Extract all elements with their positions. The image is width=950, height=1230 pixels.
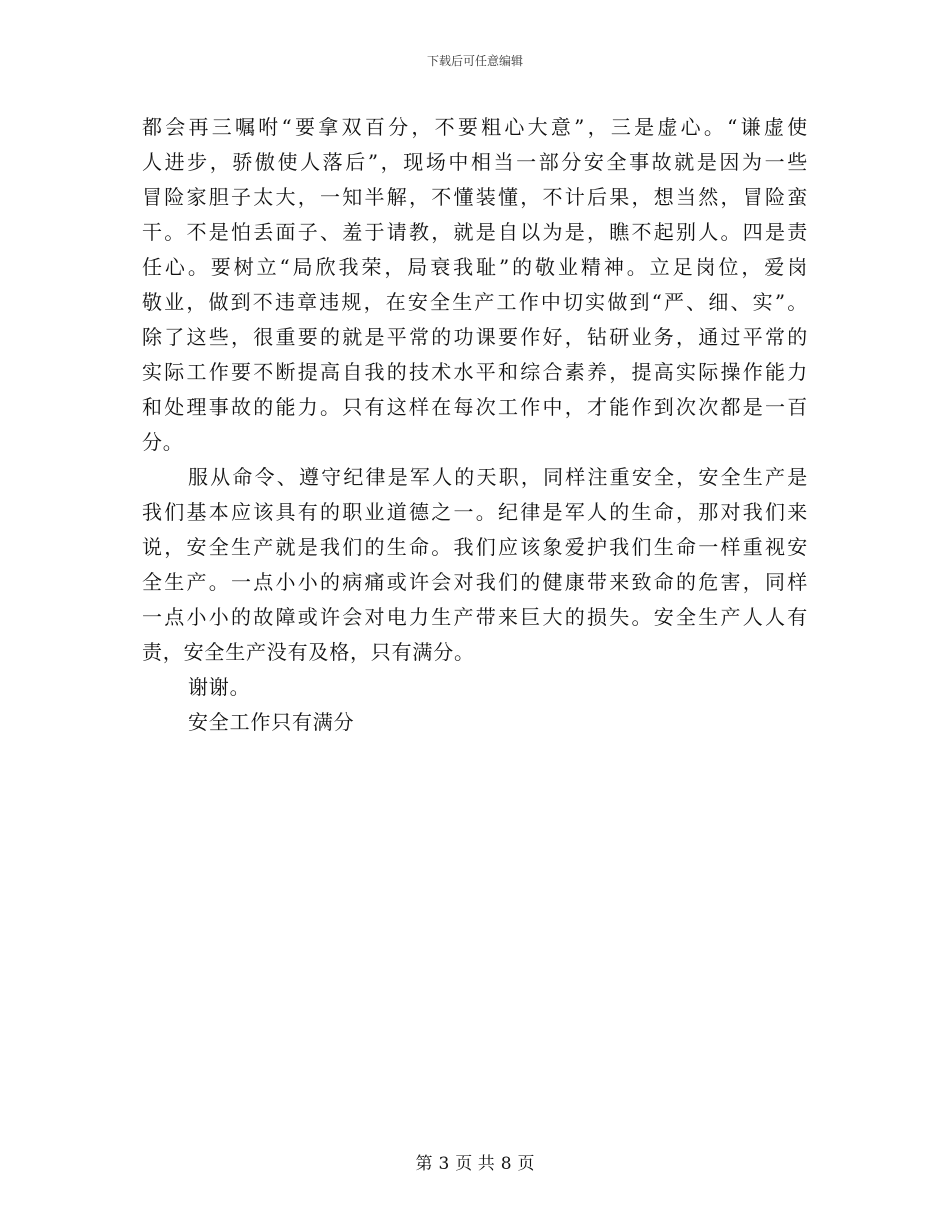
text-line: 除了这些，很重要的就是平常的功课要作好，钻研业务，通过平常的 (142, 325, 808, 349)
text-line: 我们基本应该具有的职业道德之一。纪律是军人的生命，那对我们来 (142, 500, 808, 524)
text-line: 敬业，做到不违章违规，在安全生产工作中切实做到“严、细、实”。 (142, 290, 808, 314)
page-header-note: 下载后可任意编辑 (426, 54, 523, 68)
page-prefix: 第 (415, 1154, 433, 1174)
paragraph-first-line: 服从命令、遵守纪律是军人的天职，同样注重安全，安全生产是 (188, 465, 808, 489)
text-line: 干。不是怕丢面子、羞于请教，就是自以为是，瞧不起别人。四是责 (142, 220, 808, 244)
text-line: 一点小小的故障或许会对电力生产带来巨大的损失。安全生产人人有 (142, 605, 808, 629)
text-line: 和处理事故的能力。只有这样在每次工作中，才能作到次次都是一百 (142, 395, 808, 419)
document-body (142, 110, 808, 740)
total-page-count: 8 (500, 1154, 512, 1174)
text-line: 责，安全生产没有及格，只有满分。 (142, 640, 475, 664)
text-line: 冒险家胆子太大，一知半解，不懂装懂，不计后果，想当然，冒险蛮 (142, 185, 808, 209)
current-page-number: 3 (438, 1154, 450, 1174)
page-middle: 页 共 (455, 1154, 495, 1174)
text-line: 任心。要树立“局欣我荣，局衰我耻”的敬业精神。立足岗位，爱岗 (142, 255, 808, 279)
text-line: 实际工作要不断提高自我的技术水平和综合素养，提高实际操作能力 (142, 360, 808, 384)
text-line: 人进步，骄傲使人落后”，现场中相当一部分安全事故就是因为一些 (142, 150, 808, 174)
text-line: 都会再三嘱咐“要拿双百分，不要粗心大意”，三是虚心。“谦虚使 (142, 115, 808, 139)
text-line: 分。 (142, 430, 184, 454)
page-suffix: 页 (517, 1154, 535, 1174)
page-number-footer (0, 1153, 950, 1175)
closing-thanks: 谢谢。 (188, 675, 251, 699)
document-title-line: 安全工作只有满分 (188, 710, 355, 734)
text-line: 全生产。一点小小的病痛或许会对我们的健康带来致命的危害，同样 (142, 570, 808, 594)
text-line: 说，安全生产就是我们的生命。我们应该象爱护我们生命一样重视安 (142, 535, 808, 559)
